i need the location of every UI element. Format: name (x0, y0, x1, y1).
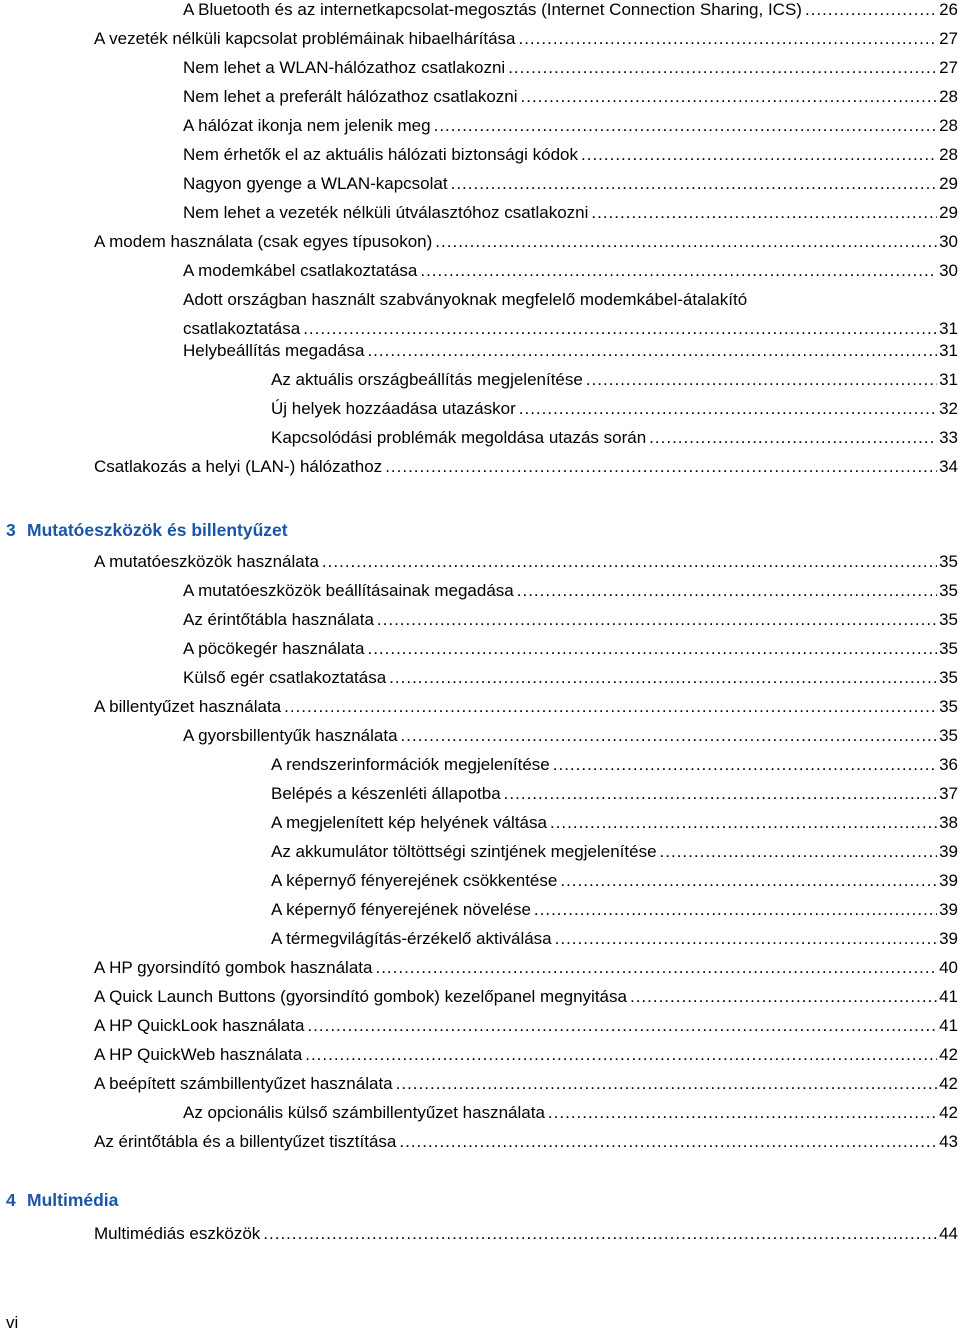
chapter-number: 4 (6, 1190, 16, 1210)
toc-entry-title: A HP QuickLook használata (94, 1016, 305, 1035)
toc-entry-page: 37 (939, 784, 958, 803)
toc-entry-title: Helybeállítás megadása (183, 341, 365, 360)
toc-entry-title: Csatlakozás a helyi (LAN-) hálózathoz (94, 457, 383, 476)
toc-entry-page: 39 (939, 900, 958, 919)
toc-entry[interactable] (183, 726, 958, 746)
dot-leader (519, 399, 937, 419)
toc-entry[interactable] (183, 87, 958, 107)
toc-entry[interactable] (94, 1132, 958, 1152)
toc-entry[interactable] (271, 842, 958, 862)
chapter-number: 3 (6, 520, 16, 540)
dot-leader (305, 1045, 937, 1065)
toc-entry-page: 27 (939, 58, 958, 77)
dot-leader (284, 697, 937, 717)
dot-leader (521, 87, 938, 107)
toc-entry[interactable] (183, 1103, 958, 1123)
toc-entry-page: 42 (939, 1074, 958, 1093)
toc-entry[interactable] (271, 900, 958, 920)
toc-entry-page: 44 (939, 1224, 958, 1243)
toc-entry[interactable] (183, 610, 958, 630)
toc-entry[interactable] (271, 813, 958, 833)
toc-entry-title-continued: csatlakoztatása (183, 319, 301, 338)
toc-entry-title: Nagyon gyenge a WLAN-kapcsolat (183, 174, 448, 193)
dot-leader (385, 457, 937, 477)
dot-leader (322, 552, 937, 572)
toc-entry[interactable] (183, 261, 958, 281)
toc-entry-title: Az érintőtábla használata (183, 610, 374, 629)
toc-entry[interactable] (183, 668, 958, 688)
toc-entry[interactable] (271, 871, 958, 891)
toc-entry-title: A mutatóeszközök használata (94, 552, 319, 571)
toc-entry-page: 32 (939, 399, 958, 418)
toc-entry-title: Külső egér csatlakoztatása (183, 668, 387, 687)
dot-leader (534, 900, 937, 920)
toc-entry-title: Belépés a készenléti állapotba (271, 784, 501, 803)
chapter-heading[interactable] (6, 520, 288, 541)
dot-leader (555, 929, 937, 949)
toc-entry-page: 26 (939, 0, 958, 19)
dot-leader (660, 842, 938, 862)
toc-entry-title: A Bluetooth és az internetkapcsolat-megosztás (Internet Connection Sharing, ICS) (183, 0, 802, 19)
toc-entry-page: 38 (939, 813, 958, 832)
toc-entry[interactable] (94, 958, 958, 978)
dot-leader (548, 1103, 937, 1123)
toc-entry-page: 42 (939, 1103, 958, 1122)
toc-entry-title: Az érintőtábla és a billentyűzet tisztítása (94, 1132, 397, 1151)
chapter-heading[interactable] (6, 1190, 118, 1211)
toc-entry-page: 35 (939, 697, 958, 716)
toc-entry[interactable] (271, 399, 958, 419)
toc-entry-title: A Quick Launch Buttons (gyorsindító gombok) kezelőpanel megnyitása (94, 987, 627, 1006)
dot-leader (504, 784, 937, 804)
toc-entry-page: 36 (939, 755, 958, 774)
toc-entry[interactable] (94, 1224, 958, 1244)
dot-leader (389, 668, 937, 688)
toc-entry-title: A HP gyorsindító gombok használata (94, 958, 373, 977)
toc-entry-title: A vezeték nélküli kapcsolat problémáinak hibaelhárítása (94, 29, 516, 48)
dot-leader (451, 174, 937, 194)
toc-entry-title: A megjelenített kép helyének váltása (271, 813, 547, 832)
toc-entry-title: Nem érhetők el az aktuális hálózati biztonsági kódok (183, 145, 578, 164)
dot-leader (263, 1224, 937, 1244)
toc-entry[interactable] (94, 1045, 958, 1065)
toc-entry-page: 31 (939, 319, 958, 338)
toc-entry-title: Nem lehet a preferált hálózathoz csatlakozni (183, 87, 518, 106)
toc-entry-title: Az akkumulátor töltöttségi szintjének megjelenítése (271, 842, 657, 861)
toc-entry-page: 30 (939, 232, 958, 251)
toc-entry-page: 41 (939, 1016, 958, 1035)
toc-entry-title: A mutatóeszközök beállításainak megadása (183, 581, 514, 600)
toc-entry[interactable] (271, 929, 958, 949)
toc-entry-page: 42 (939, 1045, 958, 1064)
toc-entry-page: 35 (939, 610, 958, 629)
dot-leader (420, 261, 937, 281)
toc-entry-page: 31 (939, 370, 958, 389)
toc-entry[interactable] (183, 639, 958, 659)
toc-entry-page: 28 (939, 145, 958, 164)
toc-entry[interactable] (183, 581, 958, 601)
dot-leader (367, 639, 937, 659)
toc-entry[interactable] (94, 29, 958, 49)
toc-entry-title: Adott országban használt szabványoknak megfelelő modemkábel-átalakító (183, 290, 748, 309)
toc-entry[interactable] (183, 58, 958, 78)
toc-entry-title: Az opcionális külső számbillentyűzet használata (183, 1103, 545, 1122)
dot-leader (517, 581, 937, 601)
toc-entry[interactable] (94, 697, 958, 717)
toc-entry[interactable] (94, 1016, 958, 1036)
toc-entry[interactable] (183, 0, 958, 20)
toc-entry-title: A képernyő fényerejének csökkentése (271, 871, 558, 890)
toc-entry-page: 34 (939, 457, 958, 476)
dot-leader (586, 370, 937, 390)
toc-entry-title: A billentyűzet használata (94, 697, 282, 716)
toc-entry-page: 39 (939, 929, 958, 948)
toc-entry-page: 40 (939, 958, 958, 977)
dot-leader (560, 871, 937, 891)
toc-entry[interactable] (183, 116, 958, 136)
dot-leader (435, 232, 937, 252)
dot-leader (805, 0, 937, 20)
toc-entry-title: A beépített számbillentyűzet használata (94, 1074, 393, 1093)
toc-entry-title: A HP QuickWeb használata (94, 1045, 303, 1064)
toc-entry-page: 29 (939, 174, 958, 193)
toc-entry[interactable] (183, 174, 958, 194)
toc-entry-title: A hálózat ikonja nem jelenik meg (183, 116, 431, 135)
toc-entry[interactable] (271, 784, 958, 804)
toc-entry-page: 39 (939, 871, 958, 890)
toc-entry-title: Az aktuális országbeállítás megjelenítése (271, 370, 583, 389)
toc-entry-page: 35 (939, 726, 958, 745)
dot-leader (508, 58, 937, 78)
toc-entry[interactable] (271, 755, 958, 775)
toc-entry-page: 28 (939, 116, 958, 135)
toc-entry[interactable] (183, 290, 958, 339)
toc-entry-title: A modem használata (csak egyes típusokon) (94, 232, 433, 251)
toc-entry[interactable] (94, 1074, 958, 1094)
toc-entry-page: 29 (939, 203, 958, 222)
toc-entry[interactable] (183, 203, 958, 223)
toc-entry-page: 39 (939, 842, 958, 861)
toc-entry-title: A gyorsbillentyűk használata (183, 726, 398, 745)
dot-leader (630, 987, 937, 1007)
toc-entry-page: 30 (939, 261, 958, 280)
toc-entry-title: Kapcsolódási problémák megoldása utazás során (271, 428, 647, 447)
toc-entry-page: 28 (939, 87, 958, 106)
dot-leader (434, 116, 937, 136)
chapter-title: Multimédia (27, 1190, 119, 1210)
dot-leader (367, 341, 937, 361)
dot-leader (396, 1074, 937, 1094)
toc-entry-page: 43 (939, 1132, 958, 1151)
toc-entry-title: Nem lehet a vezeték nélküli útválasztóhoz csatlakozni (183, 203, 589, 222)
toc-entry[interactable] (94, 987, 958, 1007)
dot-leader (401, 726, 938, 746)
toc-entry[interactable] (94, 232, 958, 252)
toc-entry[interactable] (183, 341, 958, 361)
dot-leader (591, 203, 937, 223)
toc-entry-page: 35 (939, 581, 958, 600)
toc-entry-page: 35 (939, 552, 958, 571)
toc-entry-title: A térmegvilágítás-érzékelő aktiválása (271, 929, 552, 948)
dot-leader (518, 29, 937, 49)
toc-entry[interactable] (271, 428, 958, 448)
toc-entry-title: A pöcökegér használata (183, 639, 365, 658)
dot-leader (550, 813, 937, 833)
dot-leader (553, 755, 937, 775)
toc-entry-title: A modemkábel csatlakoztatása (183, 261, 418, 280)
toc-entry-page: 31 (939, 341, 958, 360)
dot-leader (377, 610, 937, 630)
toc-entry-page: 27 (939, 29, 958, 48)
toc-entry-page: 35 (939, 639, 958, 658)
toc-entry[interactable] (271, 370, 958, 390)
chapter-title: Mutatóeszközök és billentyűzet (27, 520, 288, 540)
toc-entry-title: Új helyek hozzáadása utazáskor (271, 399, 516, 418)
dot-leader (307, 1016, 937, 1036)
dot-leader (649, 428, 937, 448)
toc-entry-title: A rendszerinformációk megjelenítése (271, 755, 550, 774)
toc-entry-title: Multimédiás eszközök (94, 1224, 261, 1243)
toc-entry-title: Nem lehet a WLAN-hálózathoz csatlakozni (183, 58, 506, 77)
page-number-footer: vi (6, 1313, 19, 1332)
toc-entry-page: 35 (939, 668, 958, 687)
toc-entry[interactable] (94, 552, 958, 572)
dot-leader (303, 319, 937, 339)
toc-entry[interactable] (94, 457, 958, 477)
toc-entry-page: 41 (939, 987, 958, 1006)
toc-entry-page: 33 (939, 428, 958, 447)
toc-entry-title: A képernyő fényerejének növelése (271, 900, 531, 919)
dot-leader (581, 145, 937, 165)
toc-entry[interactable] (183, 145, 958, 165)
dot-leader (375, 958, 937, 978)
dot-leader (399, 1132, 937, 1152)
